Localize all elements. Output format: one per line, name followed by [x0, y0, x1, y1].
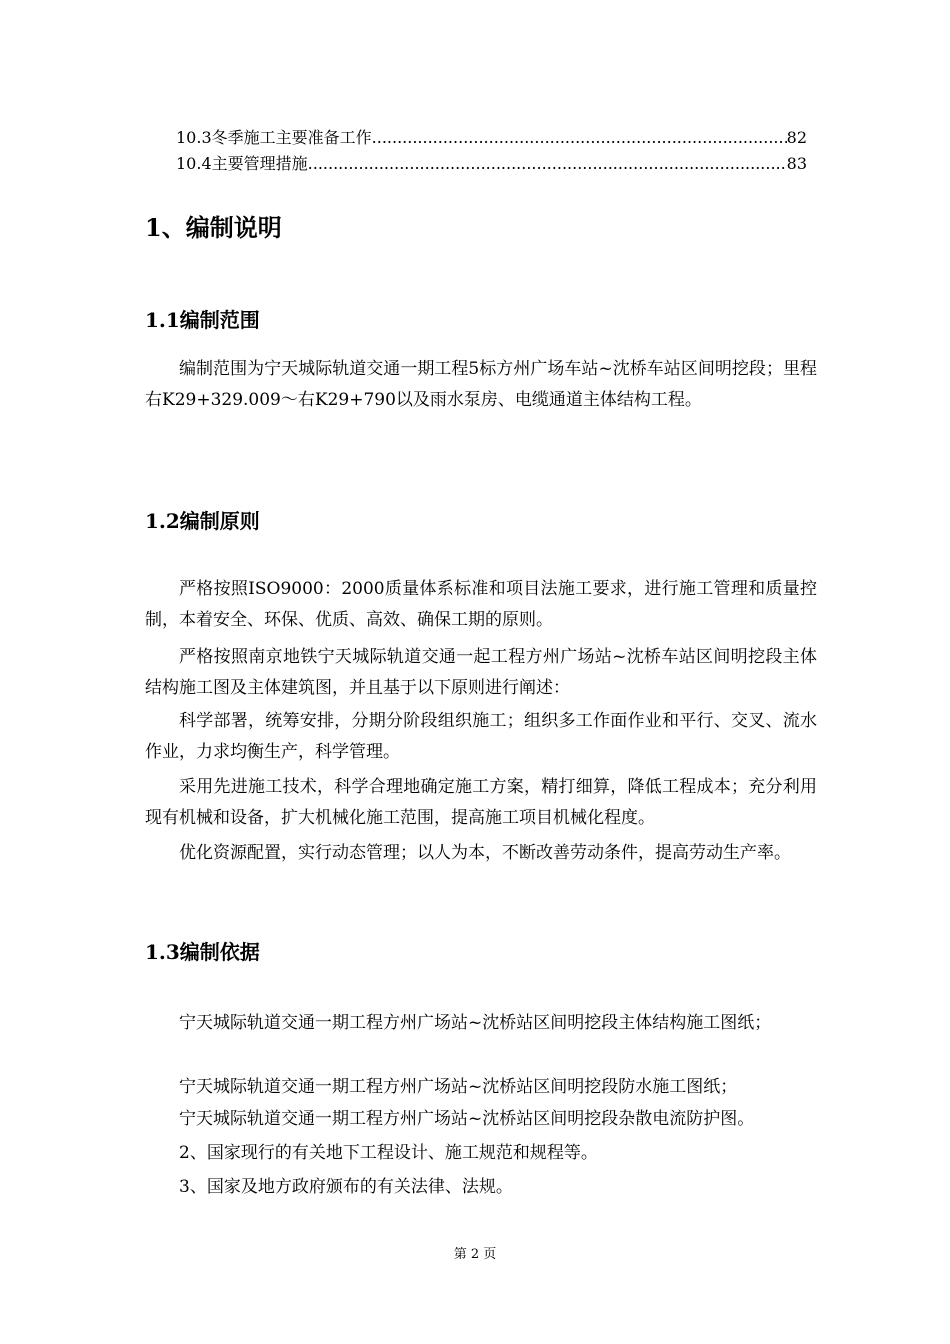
section-heading-1-1: 1.1编制范围 [145, 308, 260, 332]
principle-paragraph: 优化资源配置，实行动态管理；以人为本，不断改善劳动条件，提高劳动生产率。 [179, 843, 791, 863]
toc-entry-page: 82 [786, 128, 807, 147]
toc-entry[interactable] [176, 152, 807, 176]
toc-leader-dots [308, 152, 787, 176]
basis-paragraph: 宁天城际轨道交通一期工程方州广场站~沈桥站区间明挖段防水施工图纸； [179, 1077, 738, 1097]
section-heading-1: 1、编制说明 [145, 213, 282, 242]
principle-paragraph: 科学部署，统筹安排，分期分阶段组织施工；组织多工作面作业和平行、交叉、流水作业，力求均衡生产，科学管理。 [145, 711, 817, 762]
principle-paragraph: 严格按照南京地铁宁天城际轨道交通一起工程方州广场站~沈桥车站区间明挖段主体结构施工图及主体建筑图，并且基于以下原则进行阐述： [145, 647, 817, 698]
toc-entry-label: 10.3冬季施工主要准备工作 [176, 128, 372, 147]
toc-entry-label: 10.4主要管理措施 [176, 154, 308, 173]
section-heading-1-2: 1.2编制原则 [145, 509, 260, 533]
page-number-footer: 第 2 页 [453, 1247, 497, 1262]
scope-paragraph: 编制范围为宁天城际轨道交通一期工程5标方州广场车站~沈桥车站区间明挖段；里程右K29+329.009～右K29+790以及雨水泵房、电缆通道主体结构工程。 [145, 359, 817, 410]
basis-paragraph: 宁天城际轨道交通一期工程方州广场站~沈桥站区间明挖段主体结构施工图纸； [179, 1013, 772, 1033]
principle-paragraph: 采用先进施工技术，科学合理地确定施工方案，精打细算，降低工程成本；充分利用现有机械和设备，扩大机械化施工范围，提高施工项目机械化程度。 [145, 777, 817, 828]
principle-paragraph: 严格按照ISO9000：2000质量体系标准和项目法施工要求，进行施工管理和质量控制，本着安全、环保、优质、高效、确保工期的原则。 [145, 579, 817, 630]
toc-leader-dots [372, 126, 787, 150]
toc-entry-page: 83 [786, 154, 807, 173]
basis-paragraph: 宁天城际轨道交通一期工程方州广场站~沈桥站区间明挖段杂散电流防护图。 [179, 1109, 755, 1129]
section-heading-1-3: 1.3编制依据 [145, 940, 260, 964]
basis-paragraph: 3、国家及地方政府颁布的有关法律、法规。 [179, 1177, 513, 1197]
basis-paragraph: 2、国家现行的有关地下工程设计、施工规范和规程等。 [179, 1143, 598, 1163]
toc-entry[interactable] [176, 126, 807, 150]
